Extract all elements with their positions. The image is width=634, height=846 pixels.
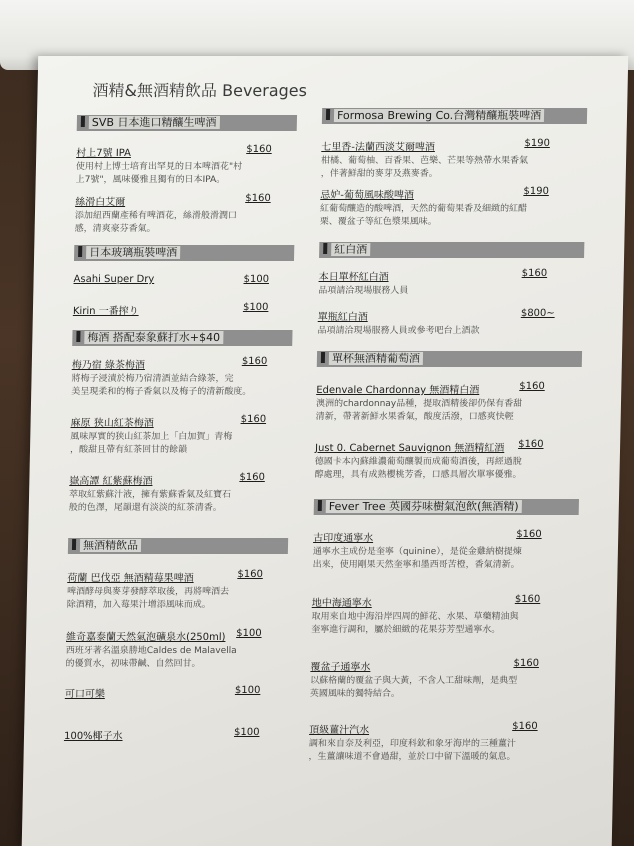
menu-item: [71, 356, 292, 399]
item-name: Just 0. Cabernet Sauvignon 無酒精紅酒: [314, 443, 505, 454]
page-title: 酒精&無酒精飲品 Beverages: [92, 81, 308, 100]
section-heading: [68, 538, 288, 554]
menu-item: [310, 658, 576, 701]
section-marker-icon: [72, 539, 76, 550]
item-price: $160: [241, 356, 268, 367]
section-title: 單杯無酒精葡萄酒: [329, 352, 423, 365]
item-description: 德國卡本內蘇維濃葡萄釀製而成葡萄酒後，再經過脫 醇處理，具有成熟櫻桃芳香，口感具層次單寧優雅。: [314, 457, 522, 480]
item-price: $160: [513, 658, 540, 669]
menu-item: [76, 144, 297, 187]
menu-item: [65, 628, 286, 671]
menu-item: [70, 414, 291, 457]
section-marker-icon: [76, 331, 80, 342]
item-description: 啤酒酵母與麥芽發酵萃取後，再將啤酒去 除酒精，加入莓果汁增添風味而成。: [66, 587, 230, 610]
item-description: 西班牙著名溫泉勝地Caldes de Malavella 的優質水，初味帶鹹、自然回甘。: [65, 646, 237, 669]
section-marker-icon: [81, 116, 85, 127]
menu-item: [308, 721, 574, 764]
item-name: 村上7號 IPA: [76, 148, 132, 159]
item-price: $100: [234, 685, 261, 696]
section-title: 紅白酒: [331, 243, 370, 256]
item-price: $100: [233, 727, 260, 738]
item-name: 古印度通寧水: [313, 533, 374, 544]
item-price: $800~: [520, 308, 555, 319]
section-marker-icon: [78, 246, 82, 257]
section-title: 無酒精飲品: [80, 539, 141, 552]
section-marker-icon: [323, 243, 327, 254]
item-price: $100: [236, 628, 262, 639]
section-heading: [72, 330, 292, 346]
item-description: 柑橘、葡萄柚、百香果、芭樂、芒果等熱帶水果香氣 ，伴著鮮甜的麥芽及燕麥香。: [320, 156, 529, 179]
item-description: 添加紐西蘭產稀有啤酒花，絲滑般滑潤口 感，清爽豪芬香氣。: [74, 211, 238, 234]
menu-item: [321, 138, 587, 181]
item-name: Kirin 一番搾り: [72, 306, 139, 317]
item-price: $160: [514, 594, 541, 605]
item-description: 品項請洽現場服務人員: [318, 286, 409, 296]
item-name: Asahi Super Dry: [73, 274, 155, 285]
item-price: $160: [516, 529, 542, 540]
item-description: 取用來自地中海沿岸四周的鮮花、水果、草藥精油與 奎寧進行調和，屬於細緻的花果芬芳型通寧水。: [311, 612, 519, 635]
item-name: 七里香-法蘭西淡艾爾啤酒: [321, 142, 436, 153]
item-price: $190: [524, 138, 551, 149]
menu-item: [314, 439, 580, 482]
item-price: $160: [521, 268, 548, 279]
item-name: 嶽高譚 紅紫蘇梅酒: [69, 476, 153, 487]
menu-item: [73, 274, 293, 285]
item-price: $100: [242, 302, 269, 313]
item-description: 紅葡萄釀造的酸啤酒，天然的葡萄果香及細緻的紅醋 栗、覆盆子等紅色漿果風味。: [319, 204, 528, 227]
item-price: $160: [512, 721, 538, 732]
section-heading: [314, 499, 579, 515]
section-title: 梅酒 搭配泰象蘇打水+$40: [84, 331, 223, 344]
section-title: Formosa Brewing Co.台灣精釀瓶裝啤酒: [334, 109, 545, 122]
item-name: 本日單杯紅白酒: [318, 272, 389, 283]
item-name: 維奇嘉泰蘭天然氣泡礦泉水(250ml): [65, 632, 226, 643]
item-price: $160: [519, 381, 545, 392]
item-name: 100%椰子水: [63, 731, 123, 742]
item-description: 使用村上博士培育出罕見的日本啤酒花"村 上7號"，風味優雅且獨有的日本IPA。: [75, 162, 243, 185]
item-name: 地中海通寧水: [311, 598, 372, 609]
section-marker-icon: [326, 109, 330, 120]
item-description: 通寧水主成份是奎寧（quinine），是從金雞納樹提煉 出來，使用剛果天然奎寧和墨西哥苦橙，香氣清新。: [312, 547, 522, 570]
menu-item: [69, 472, 290, 515]
menu-item: [318, 268, 584, 298]
item-name: 忌妒-葡萄風味酸啤酒: [320, 190, 415, 201]
section-heading: [77, 115, 297, 131]
item-description: 品項請洽現場服務人員或參考吧台上酒款: [317, 326, 480, 336]
item-price: $160: [240, 414, 267, 425]
menu-item: [317, 308, 583, 338]
item-name: 絲滑白艾爾: [75, 197, 126, 208]
menu-item: [73, 302, 293, 317]
item-price: $160: [239, 472, 266, 483]
item-description: 萃取紅紫蘇汁液，擁有紫蘇香氣及紅寶石 般的色澤，尾韻還有淡淡的紅茶清香。: [68, 490, 232, 513]
menu-item: [67, 569, 288, 612]
item-description: 澳洲的chardonnay品種，提取酒精後卻仍保有香甜 清新，帶著新鮮水果香氣，酸度活潑，口感爽快輕: [315, 399, 523, 422]
menu-item: [320, 186, 586, 229]
section-heading: [74, 245, 294, 261]
item-description: 以蘇格蘭的覆盆子與大黃，不含人工甜味劑，是典型 英國風味的獨特結合。: [309, 676, 518, 699]
menu-item: [316, 381, 582, 424]
item-name: Edenvale Chardonnay 無酒精白酒: [316, 385, 480, 396]
menu-item: [64, 727, 284, 742]
item-name: 覆盆子通寧水: [310, 662, 371, 673]
menu-item: [65, 685, 285, 700]
section-marker-icon: [318, 500, 322, 511]
section-heading: [317, 351, 582, 367]
item-price: $160: [237, 569, 263, 580]
item-description: 風味厚實的狭山紅茶加上「白加賀」青梅 ，酸甜且帶有紅茶回甘的餘韻: [69, 432, 233, 455]
section-heading: [322, 108, 587, 124]
section-title: Fever Tree 英國芬味樹氣泡飲(無酒精): [326, 500, 522, 513]
item-price: $160: [518, 439, 544, 450]
section-marker-icon: [321, 352, 325, 363]
menu-item: [75, 193, 296, 236]
item-description: 調和來自奈及利亞，印度科欽和象牙海岸的三種薑汁 ，生薑讓味道不會過甜，並於口中留下溫暖的氣息。: [308, 739, 516, 762]
item-name: 可口可樂: [64, 689, 106, 700]
item-name: 荷蘭 巴伐亞 無酒精莓果啤酒: [67, 573, 194, 584]
item-price: $100: [243, 274, 270, 285]
item-price: $160: [245, 193, 271, 204]
section-heading: [319, 242, 584, 258]
menu-page: [22, 56, 629, 846]
menu-item: [311, 594, 577, 637]
item-price: $190: [523, 186, 550, 197]
item-description: 將梅子浸漬於梅乃宿清酒並結合綠茶，完 美呈現柔和的梅子香氣以及梅子的清新酸度。: [71, 374, 252, 397]
item-name: 頂級薑汁汽水: [309, 725, 370, 736]
item-name: 麻原 狭山紅茶梅酒: [70, 418, 154, 429]
item-price: $160: [246, 144, 272, 155]
menu-item: [312, 529, 578, 572]
section-title: SVB 日本進口精釀生啤酒: [89, 116, 220, 129]
section-title: 日本玻璃瓶裝啤酒: [86, 246, 180, 259]
item-name: 梅乃宿 綠茶梅酒: [71, 360, 146, 371]
item-name: 單瓶紅白酒: [317, 312, 368, 323]
